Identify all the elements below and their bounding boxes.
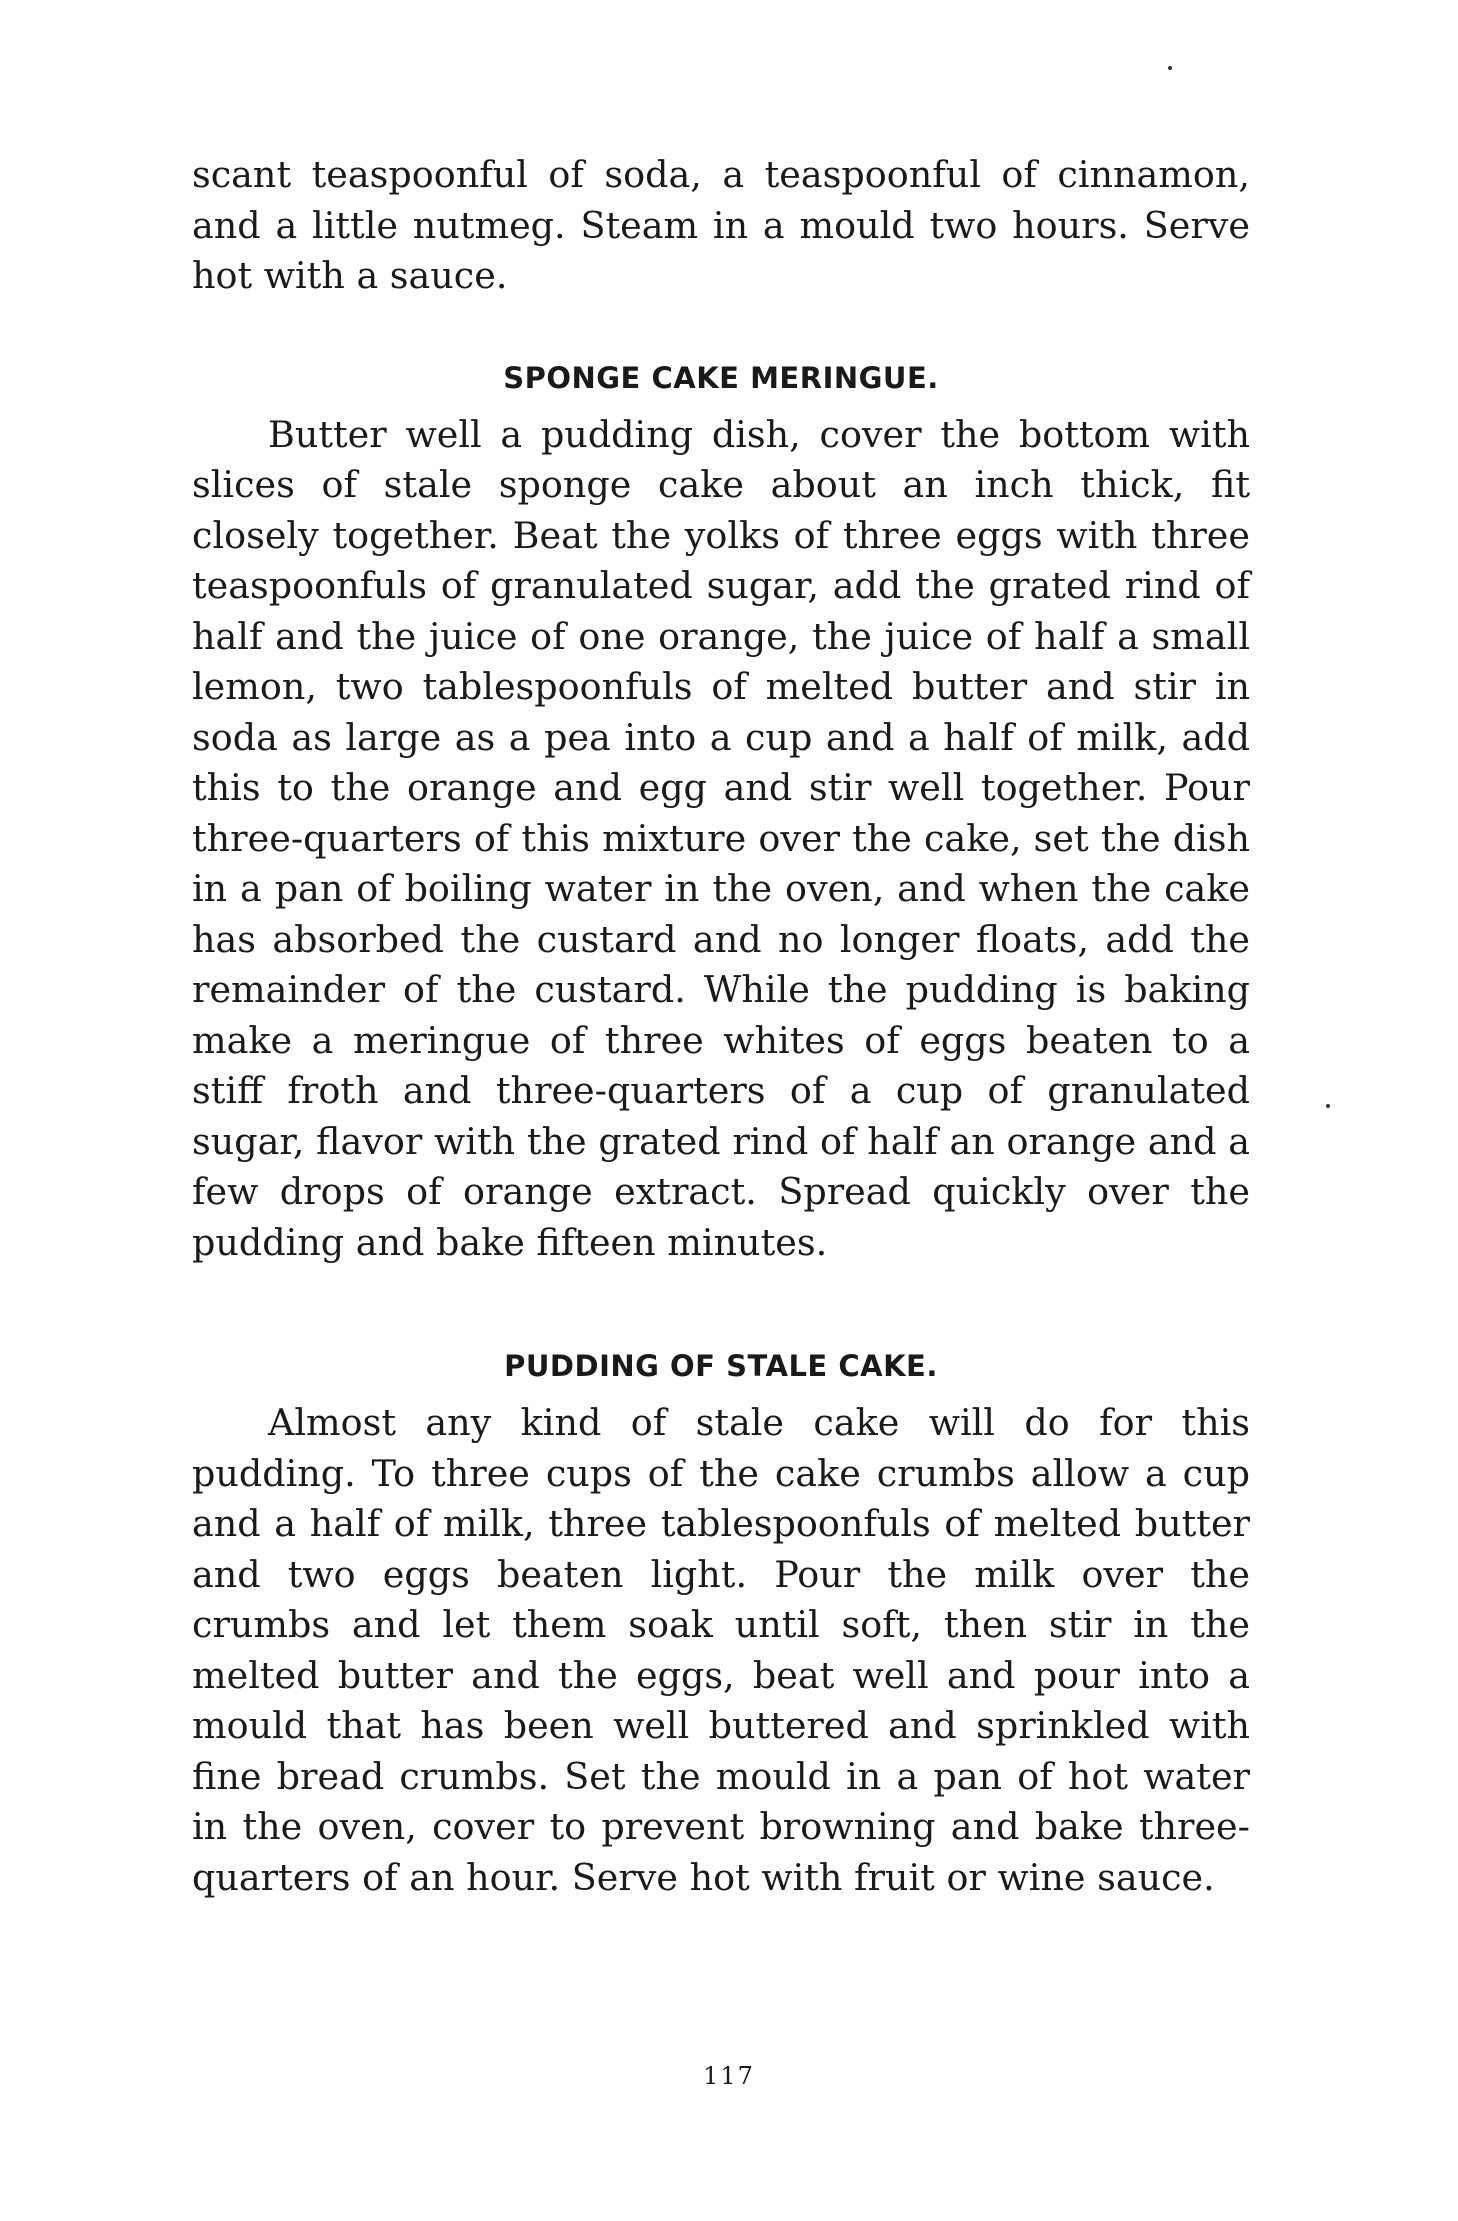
continuation-paragraph: scant teaspoonful of soda, a teaspoonful of cinnamon, and a little nutmeg. Steam in a mould two hours. Serve hot with a sauce.	[192, 153, 1250, 297]
scan-speck	[1326, 1104, 1330, 1108]
recipe-heading-sponge-cake-meringue: SPONGE CAKE MERINGUE.	[503, 360, 939, 395]
page-number: 117	[703, 2062, 755, 2090]
recipe-body-sponge-cake-meringue: Butter well a pudding dish, cover the bottom with slices of stale sponge cake about an inch thick, fit closely together. Beat the yolks of three eggs with three teaspoonfuls of granulated sugar, add the grated rind of half and the juice of one orange, the juice of half a small lemon, two tablespoonfuls of melted butter and stir in soda as large as a pea into a cup and a half of milk, add this to the orange and egg and stir well together. Pour three-quarters of this mixture over the cake, set the dish in a pan of boiling water in the oven, and when the cake has absorbed the custard and no longer floats, add the remainder of the custard. While the pudding is baking make a meringue of three whites of eggs beaten to a stiff froth and three-quarters of a cup of granulated sugar, flavor with the grated rind of half an orange and a few drops of orange extract. Spread quickly over the pudding and bake fifteen minutes.	[192, 412, 1250, 1264]
scan-speck	[1168, 66, 1172, 70]
book-page	[192, 150, 1250, 1903]
recipe-body-pudding-of-stale-cake: Almost any kind of stale cake will do for this pudding. To three cups of the cake crumbs allow a cup and a half of milk, three tablespoonfuls of melted butter and two eggs beaten light. Pour the milk over the crumbs and let them soak until soft, then stir in the melted butter and the eggs, beat well and pour into a mould that has been well buttered and sprinkled with fine bread crumbs. Set the mould in a pan of hot water in the oven, cover to prevent browning and bake three-quarters of an hour. Serve hot with fruit or wine sauce.	[192, 1401, 1250, 1899]
recipe-heading-pudding-of-stale-cake: PUDDING OF STALE CAKE.	[504, 1349, 938, 1383]
